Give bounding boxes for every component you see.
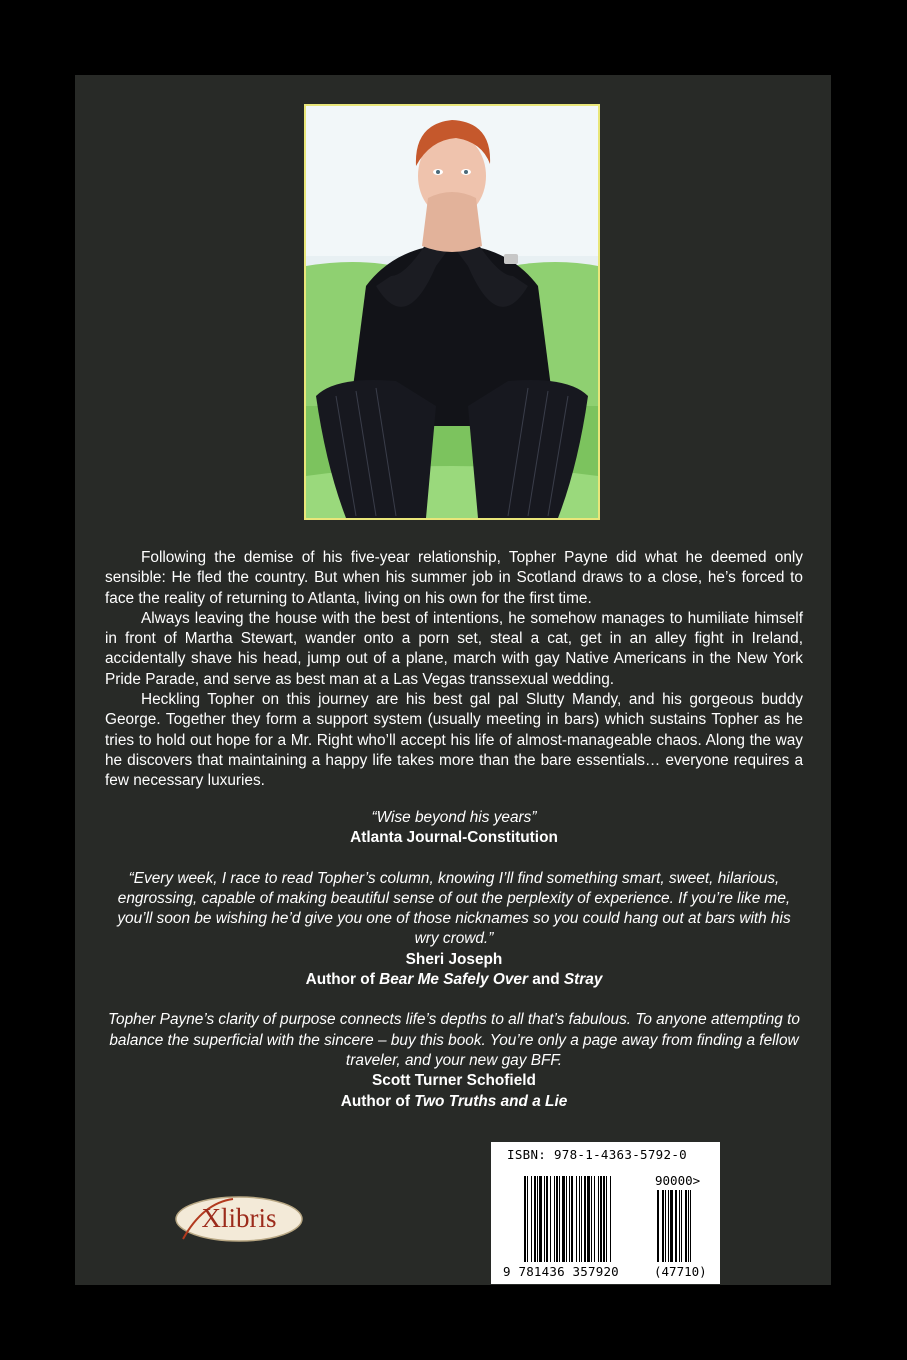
price-barcode-bar [690,1190,691,1262]
review-3 [105,1010,803,1111]
barcode-bar [600,1176,602,1262]
barcode-bar [531,1176,532,1262]
description-paragraph: Following the demise of his five-year relationship, Topher Payne did what he deemed only sensible: He fled the country. But when his summer job in Scotland draws to a close, he’s forced to face the reality of returning to Atlanta, living on his own for the first time. [105,549,803,607]
review-quote: Topher Payne’s clarity of purpose connects life’s depths to all that’s fabulous. To anyone attempting to balance the superficial with the sincere – buy this book. You’re only a page away from finding a fellow traveler, and your new gay BFF. [108,1011,800,1069]
price-barcode-bar [685,1190,687,1262]
price-barcode-bar [681,1190,682,1262]
barcode-bar [598,1176,599,1262]
book-title: Stray [563,971,603,989]
review-author-credit [105,1092,803,1112]
barcode-bar [581,1176,582,1262]
barcode-bar [587,1176,590,1262]
price-barcode-bar [665,1190,666,1262]
book-description [105,548,803,792]
back-cover [75,75,831,1285]
isbn-label: ISBN: 978-1-4363-5792-0 [507,1147,687,1162]
barcode-bar [591,1176,592,1262]
review-source: Atlanta Journal-Constitution [350,829,558,847]
barcode-bars [491,1142,720,1284]
barcode-bar [610,1176,611,1262]
description-paragraph: Always leaving the house with the best of intentions, he somehow manages to humiliate himself in front of Martha Stewart, wander onto a porn set, steal a cat, get in an alley fight in Ireland, accidentally shave his head, jump out of a plane, march with gay Native Americans in the New York Pride Parade, and serve as best man at a Las Vegas transsexual wedding. [105,609,803,688]
barcode-bar [537,1176,538,1262]
author-photo [304,104,600,520]
author-of-label: Author of [340,1092,415,1110]
author-portrait-illustration [306,106,598,518]
review-1 [105,808,803,849]
publisher-logo-text: Xlibris [201,1203,277,1233]
barcode-bar [556,1176,558,1262]
barcode-bar [550,1176,551,1262]
barcode-bar [571,1176,573,1262]
barcode-bar [546,1176,548,1262]
review-2 [105,869,803,991]
barcode-bar [603,1176,605,1262]
book-title: Bear Me Safely Over [379,971,528,989]
barcode-bar [606,1176,607,1262]
review-author-name: Scott Turner Schofield [372,1072,536,1090]
barcode-bar [569,1176,570,1262]
price-barcode-bar [668,1190,669,1262]
barcode-bar [559,1176,560,1262]
ean-first-digit: 9 [503,1264,511,1279]
description-paragraph: Heckling Topher on this journey are his best gal pal Slutty Mandy, and his gorgeous buddy George. Together they form a support system (usually meeting in bars) which sustains Topher as he tries to hold out hope for a Mr. Right who’ll accept his life of almost-manageable chaos. Along the way he discovers that maintaining a happy life takes more than the bare essentials… everyone requires a few necessary luxuries. [105,691,803,790]
author-of-label: Author of [305,971,380,989]
barcode-bar [527,1176,528,1262]
barcode-bar [584,1176,586,1262]
price-barcode-bar [670,1190,673,1262]
price-barcode-bar [675,1190,677,1262]
barcode-bar [554,1176,555,1262]
barcode-bar [562,1176,565,1262]
book-title: Two Truths and a Lie [414,1092,568,1110]
price-barcode-bar [657,1190,659,1262]
and-label: and [527,971,564,989]
barcode-bar [579,1176,580,1262]
barcode-bar [524,1176,526,1262]
isbn-barcode [491,1142,720,1284]
price-barcode-bar [679,1190,680,1262]
review-author-name: Sheri Joseph [405,950,503,968]
ean-main-digits: 781436 357920 [518,1264,619,1279]
price-code: 90000> [655,1173,701,1188]
review-author-credit [105,970,803,990]
price-barcode-bar [688,1190,689,1262]
barcode-bar [544,1176,545,1262]
barcode-bar [566,1176,567,1262]
review-quote: “Every week, I race to read Topher’s column, knowing I’ll find something smart, sweet, hilarious, engrossing, capable of making beautiful sense of out the perplexity of experience. If you’re like me, you’ll soon be wishing he’d give you one of those nicknames so you could hang out at bars with his wry crowd.” [117,869,791,948]
price-barcode-bar [662,1190,664,1262]
price-barcode-digits: (47710) [654,1264,707,1279]
publisher-logo [173,1193,305,1245]
barcode-bar [576,1176,577,1262]
barcode-bar [539,1176,542,1262]
barcode-bar [534,1176,536,1262]
reviews [105,808,803,1132]
barcode-bar [594,1176,595,1262]
review-quote: “Wise beyond his years” [371,809,537,826]
ean-digits [503,1264,619,1279]
